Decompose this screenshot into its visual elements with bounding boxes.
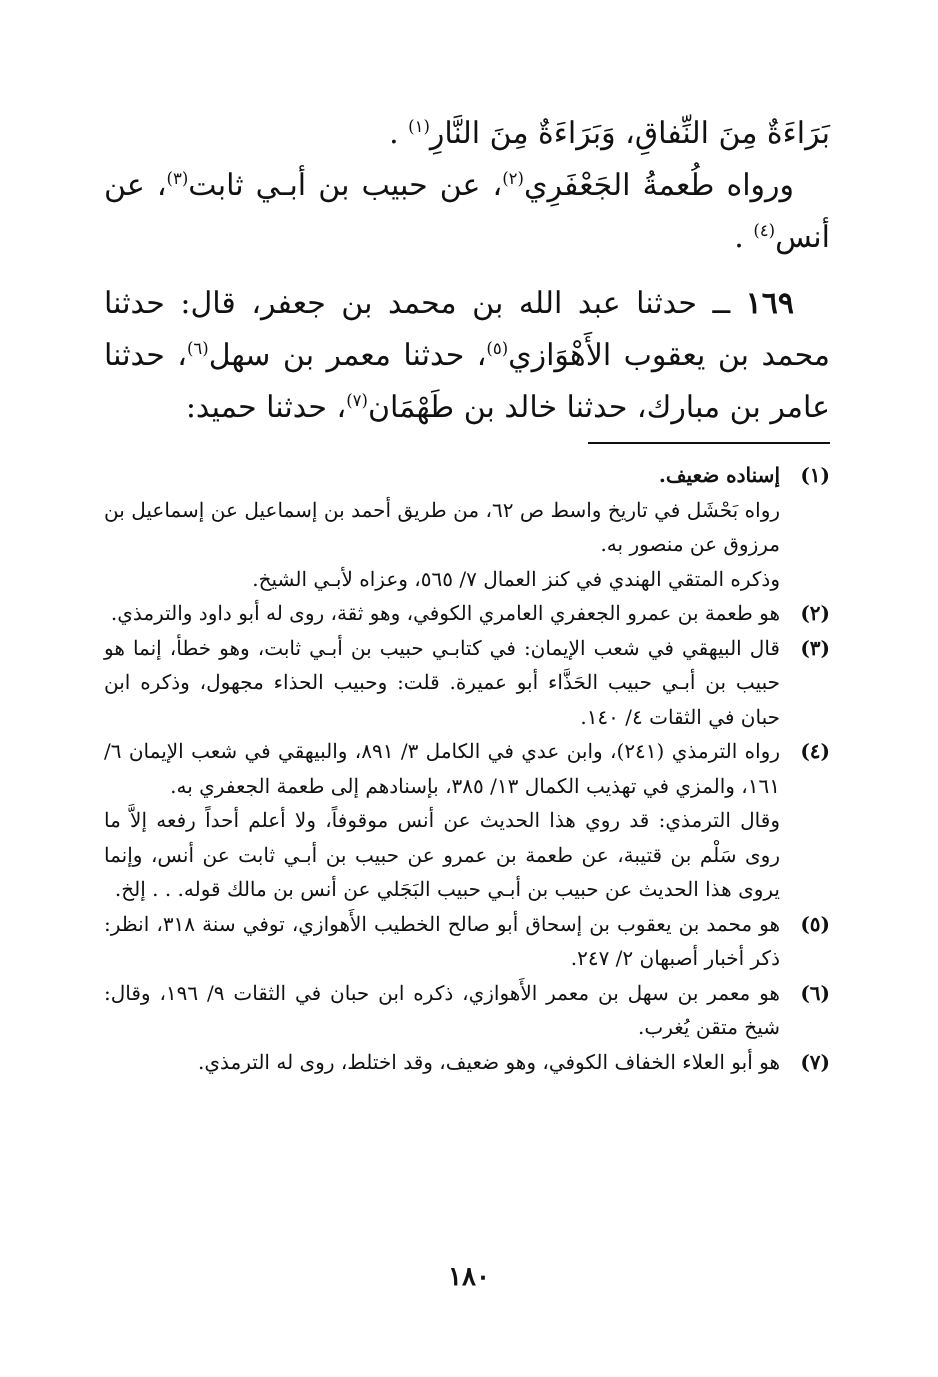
footnote-1-para-1: رواه بَحْشَل في تاريخ واسط ص ٦٢، من طريق أحمد بن إسماعيل عن إسماعيل بن مرزوق عن منصور به. — [104, 497, 781, 556]
footnote-1-number: (١) — [800, 463, 830, 487]
main-paragraph-2 — [104, 160, 830, 264]
footnote-1 — [104, 458, 830, 596]
para-3-part-c: ، حدثنا عامر بن مبارك، حدثنا خالد بن طَهْمَان — [104, 338, 830, 425]
main-line-1-text: بَرَاءَةٌ مِنَ النِّفاقِ، وَبَرَاءَةٌ مِنَ النَّارِ — [429, 116, 830, 151]
footnote-2-body — [104, 596, 780, 631]
footnote-ref-3: (٣) — [166, 169, 189, 188]
para-2-part-c: ، عن أنس — [104, 168, 830, 255]
footnote-ref-5: (٥) — [486, 339, 509, 358]
para-2-part-a: ورواه طُعمةُ الجَعْفَرِي — [523, 168, 794, 203]
footnote-7-body — [104, 1045, 780, 1080]
para-2-end: . — [734, 220, 754, 255]
footnote-6-text: هو معمر بن سهل بن معمر الأَهوازي، ذكره ابن حبان في الثقات ٩/ ١٩٦، وقال: شيخ متقن يُغرب. — [104, 980, 780, 1039]
footnote-ref-1: (١) — [408, 117, 430, 136]
page-number: ١٨٠ — [448, 1262, 490, 1292]
footnote-5 — [104, 907, 830, 976]
main-text — [104, 108, 830, 434]
footnote-7-number: (٧) — [800, 1049, 830, 1074]
footnote-6-number: (٦) — [800, 980, 830, 1005]
footnote-4-body — [104, 734, 780, 907]
para-3-part-b: ، حدثنا معمر بن سهل — [208, 338, 487, 373]
footnote-ref-7: (٧) — [346, 391, 368, 410]
footnote-5-body — [104, 907, 780, 976]
para-3-part-a: ــ حدثنا عبد الله بن محمد بن جعفر، قال: حدثنا محمد بن يعقوب الأَهْوَازي — [104, 286, 830, 373]
main-line-1-end: . — [389, 116, 409, 151]
footnote-1-title: إسناده ضعيف. — [658, 463, 780, 487]
footnote-3-body — [104, 631, 780, 735]
footnote-5-number: (٥) — [800, 911, 830, 936]
main-line-1 — [104, 108, 830, 160]
footnote-ref-6: (٦) — [186, 339, 209, 358]
footnote-6-body — [104, 976, 780, 1045]
footnotes — [104, 458, 830, 1079]
footnote-1-body — [104, 458, 780, 596]
footnote-4-number: (٤) — [800, 739, 830, 763]
para-2-part-b: ، عن حبيب بن أبـي ثابت — [188, 168, 503, 203]
footnote-divider — [588, 442, 830, 444]
footnote-6 — [104, 976, 830, 1045]
footnote-7-text: هو أبو العلاء الخفاف الكوفي، وهو ضعيف، وقد اختلط، روى له الترمذي. — [198, 1049, 780, 1074]
para-3-end: ، حدثنا حميد: — [185, 390, 347, 425]
footnote-4 — [104, 734, 830, 907]
footnote-3-text: قال البيهقي في شعب الإيمان: في كتابـي حبيب بن أبـي ثابت، وهو خطأ، إنما هو حبيب بن أبـي حبيب الحَذَّاء أبو عميرة. قلت: وحبيب الحذاء مجهول، وذكره ابن حبان في الثقات ٤/ ١٤٠. — [104, 635, 780, 729]
hadith-number: ١٦٩ — [745, 286, 794, 321]
main-paragraph-3 — [104, 278, 830, 434]
footnote-ref-2: (٢) — [502, 169, 524, 188]
footnote-4-para-1: رواه الترمذي (٢٤١)، وابن عدي في الكامل ٣/ ٨٩١، والبيهقي في شعب الإيمان ٦/ ١٦١، والمزي في تهذيب الكمال ١٣/ ٣٨٥، بإسنادهم إلى طعمة الجعفري به. — [104, 739, 780, 798]
footnote-3-number: (٣) — [800, 635, 830, 660]
footnote-2-number: (٢) — [800, 601, 830, 625]
footnote-4-para-2: وقال الترمذي: قد روي هذا الحديث عن أنس موقوفاً، ولا أعلم أحداً رفعه إلاَّ ما روى سَلْم بن قتيبة، عن طعمة بن عمرو عن حبيب بن أبـي ثابت عن أنس، وإنما يروى هذا الحديث عن حبيب بن أبـي حبيب البَجَلي عن أنس بن مالك قوله. . . إلخ. — [104, 808, 780, 901]
footnote-7 — [104, 1045, 830, 1080]
footnote-ref-4: (٤) — [753, 221, 776, 240]
footnote-2-text: هو طعمة بن عمرو الجعفري العامري الكوفي، وهو ثقة، روى له أبو داود والترمذي. — [110, 601, 780, 625]
footnote-5-text: هو محمد بن يعقوب بن إسحاق أبو صالح الخطيب الأَهوازي، توفي سنة ٣١٨، انظر: ذكر أخبار أصبهان ٢/ ٢٤٧. — [104, 911, 781, 970]
footnote-2 — [104, 596, 830, 631]
footnote-1-para-2: وذكره المتقي الهندي في كنز العمال ٧/ ٥٦٥، وعزاه لأبـي الشيخ. — [252, 566, 780, 591]
footnote-3 — [104, 631, 830, 735]
